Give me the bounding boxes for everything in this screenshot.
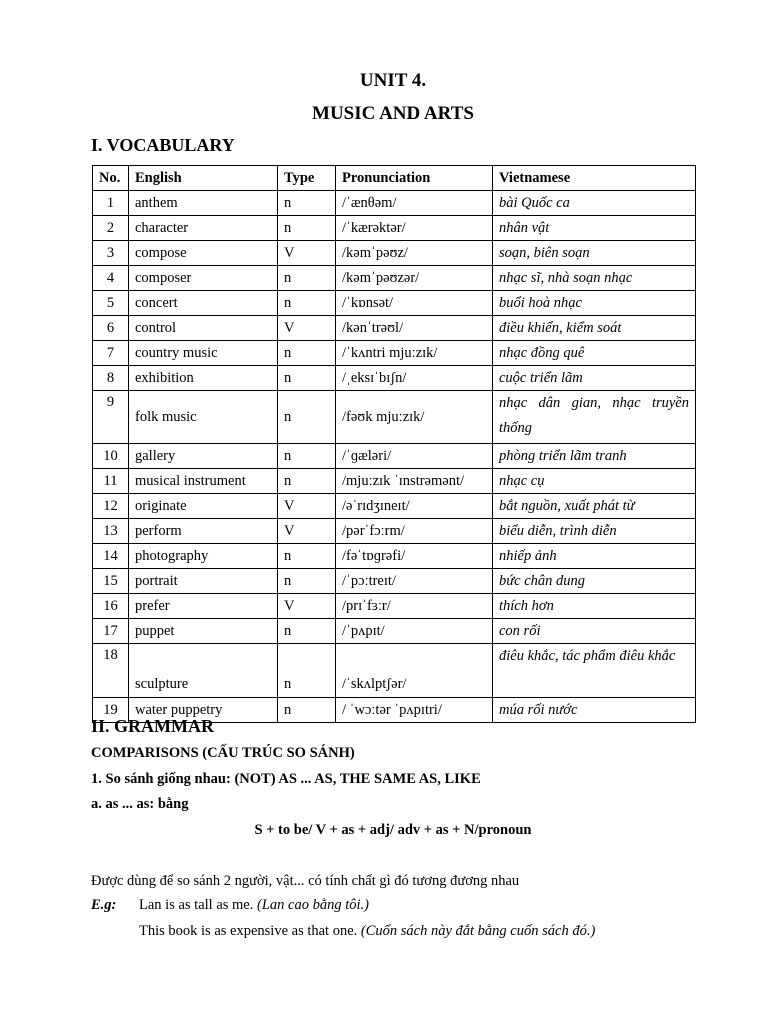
table-row [93, 316, 696, 341]
table-row [93, 644, 696, 698]
table-row [93, 241, 696, 266]
english-word: folk music [129, 391, 278, 444]
word-type: n [278, 644, 336, 698]
row-number: 1 [93, 191, 129, 216]
grammar-subheading: COMPARISONS (CẤU TRÚC SO SÁNH) [91, 745, 355, 761]
row-number: 12 [93, 494, 129, 519]
word-type: V [278, 316, 336, 341]
vietnamese-meaning: nhạc cụ [493, 469, 696, 494]
row-number: 11 [93, 469, 129, 494]
grammar-formula: S + to be/ V + as + adj/ adv + as + N/pronoun [254, 822, 532, 838]
table-row [93, 341, 696, 366]
pronunciation: /ˈskʌlptʃər/ [336, 644, 493, 698]
row-number: 8 [93, 366, 129, 391]
column-header: Type [278, 166, 336, 191]
vietnamese-meaning: nhạc đồng quê [493, 341, 696, 366]
pronunciation: /ˈkʌntri mjuːzɪk/ [336, 341, 493, 366]
grammar-point-1: 1. So sánh giống nhau: (NOT) AS ... AS, THE SAME AS, LIKE [91, 771, 481, 787]
vietnamese-meaning: thích hơn [493, 594, 696, 619]
vietnamese-meaning: phòng triển lãm tranh [493, 444, 696, 469]
table-row [93, 391, 696, 444]
word-type: n [278, 619, 336, 644]
row-number: 19 [93, 698, 129, 723]
example-vietnamese: (Cuốn sách này đắt bằng cuốn sách đó.) [360, 923, 596, 939]
vietnamese-meaning: biểu diễn, trình diễn [493, 519, 696, 544]
vietnamese-meaning: múa rối nước [493, 698, 696, 723]
pronunciation: /ˈɡæləri/ [336, 444, 493, 469]
row-number: 17 [93, 619, 129, 644]
example-english: Lan is as tall as me. [139, 897, 254, 913]
table-row [93, 519, 696, 544]
vietnamese-meaning: nhạc sĩ, nhà soạn nhạc [493, 266, 696, 291]
pronunciation: /ˈkærəktər/ [336, 216, 493, 241]
grammar-point-1a: a. as ... as: bằng [91, 796, 189, 812]
vietnamese-meaning: soạn, biên soạn [493, 241, 696, 266]
vietnamese-meaning: bức chân dung [493, 569, 696, 594]
word-type: n [278, 469, 336, 494]
english-word: character [129, 216, 278, 241]
english-word: country music [129, 341, 278, 366]
word-type: n [278, 366, 336, 391]
english-word: concert [129, 291, 278, 316]
pronunciation: /mjuːzɪk ˈɪnstrəmənt/ [336, 469, 493, 494]
english-word: sculpture [129, 644, 278, 698]
pronunciation: /əˈrɪdʒɪneɪt/ [336, 494, 493, 519]
word-type: n [278, 569, 336, 594]
english-word: musical instrument [129, 469, 278, 494]
english-word: photography [129, 544, 278, 569]
row-number: 14 [93, 544, 129, 569]
table-row [93, 266, 696, 291]
row-number: 9 [93, 391, 129, 444]
row-number: 13 [93, 519, 129, 544]
vietnamese-meaning: cuộc triển lãm [493, 366, 696, 391]
vocabulary-heading: I. VOCABULARY [91, 135, 235, 155]
row-number: 3 [93, 241, 129, 266]
word-type: n [278, 191, 336, 216]
english-word: perform [129, 519, 278, 544]
word-type: V [278, 519, 336, 544]
vietnamese-meaning: buổi hoà nhạc [493, 291, 696, 316]
pronunciation: /ˈpʌpɪt/ [336, 619, 493, 644]
english-word: composer [129, 266, 278, 291]
vietnamese-meaning: bắt nguồn, xuất phát từ [493, 494, 696, 519]
word-type: V [278, 494, 336, 519]
pronunciation: /kəmˈpəʊzər/ [336, 266, 493, 291]
table-row [93, 191, 696, 216]
word-type: n [278, 216, 336, 241]
row-number: 2 [93, 216, 129, 241]
english-word: compose [129, 241, 278, 266]
pronunciation: /kəmˈpəʊz/ [336, 241, 493, 266]
table-row [93, 544, 696, 569]
word-type: n [278, 266, 336, 291]
column-header: English [129, 166, 278, 191]
table-header-row [93, 166, 696, 191]
english-word: originate [129, 494, 278, 519]
unit-title: UNIT 4. [359, 70, 427, 91]
english-word: prefer [129, 594, 278, 619]
row-number: 7 [93, 341, 129, 366]
pronunciation: /kənˈtrəʊl/ [336, 316, 493, 341]
table-row [93, 494, 696, 519]
row-number: 4 [93, 266, 129, 291]
vietnamese-meaning: điêu khắc, tác phẩm điêu khắc [493, 644, 696, 698]
english-word: control [129, 316, 278, 341]
vietnamese-meaning: điều khiển, kiểm soát [493, 316, 696, 341]
vietnamese-meaning: nhân vật [493, 216, 696, 241]
english-word: gallery [129, 444, 278, 469]
row-number: 15 [93, 569, 129, 594]
word-type: n [278, 291, 336, 316]
topic-title: MUSIC AND ARTS [312, 103, 474, 124]
table-row [93, 444, 696, 469]
example-line-2 [139, 923, 595, 940]
word-type: V [278, 594, 336, 619]
example-vietnamese: (Lan cao bằng tôi.) [256, 897, 369, 913]
english-word: exhibition [129, 366, 278, 391]
word-type: n [278, 544, 336, 569]
example-english: This book is as expensive as that one. [139, 923, 358, 939]
vietnamese-meaning: bài Quốc ca [493, 191, 696, 216]
word-type: n [278, 698, 336, 723]
table-row [93, 216, 696, 241]
row-number: 16 [93, 594, 129, 619]
pronunciation: /ˈpɔːtreɪt/ [336, 569, 493, 594]
column-header: No. [93, 166, 129, 191]
pronunciation: /pərˈfɔːrm/ [336, 519, 493, 544]
pronunciation: /ˈænθəm/ [336, 191, 493, 216]
grammar-heading: II. GRAMMAR [91, 716, 214, 736]
pronunciation: /prɪˈfɜːr/ [336, 594, 493, 619]
pronunciation: / ˈwɔːtər ˈpʌpɪtri/ [336, 698, 493, 723]
vietnamese-meaning: nhiếp ảnh [493, 544, 696, 569]
table-row [93, 569, 696, 594]
word-type: n [278, 391, 336, 444]
english-word: puppet [129, 619, 278, 644]
word-type: n [278, 444, 336, 469]
english-word: anthem [129, 191, 278, 216]
row-number: 18 [93, 644, 129, 698]
word-type: n [278, 341, 336, 366]
row-number: 10 [93, 444, 129, 469]
grammar-usage: Được dùng để so sánh 2 người, vật... có tính chất gì đó tương đương nhau [91, 873, 520, 889]
column-header: Pronunciation [336, 166, 493, 191]
pronunciation: /fəʊk mjuːzɪk/ [336, 391, 493, 444]
column-header: Vietnamese [493, 166, 696, 191]
row-number: 5 [93, 291, 129, 316]
pronunciation: /ˈkɒnsət/ [336, 291, 493, 316]
table-row [93, 619, 696, 644]
example-label: E.g: [91, 897, 117, 913]
table-row [93, 366, 696, 391]
english-word: water puppetry [129, 698, 278, 723]
vocabulary-table [92, 165, 696, 723]
table-row [93, 594, 696, 619]
vietnamese-meaning: nhạc dân gian, nhạc truyền thống [493, 391, 696, 444]
english-word: portrait [129, 569, 278, 594]
pronunciation: /ˌeksɪˈbɪʃn/ [336, 366, 493, 391]
vocabulary-table-body [93, 191, 696, 723]
vietnamese-meaning: con rối [493, 619, 696, 644]
row-number: 6 [93, 316, 129, 341]
pronunciation: /fəˈtɒɡrəfi/ [336, 544, 493, 569]
table-row [93, 469, 696, 494]
example-line-1 [91, 897, 369, 914]
table-row [93, 291, 696, 316]
word-type: V [278, 241, 336, 266]
